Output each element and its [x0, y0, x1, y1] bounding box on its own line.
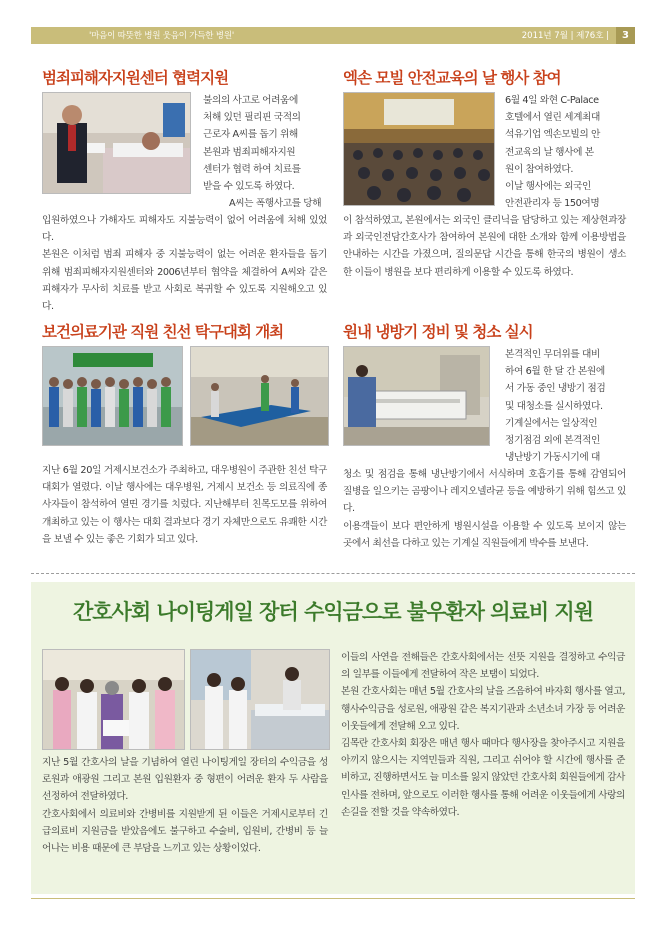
- article-1-body: [42, 212, 327, 315]
- article-1-wrap-line: 본원과 범죄피해자지원: [203, 146, 296, 158]
- photo-hospital-ward: [190, 649, 330, 750]
- photo-air-conditioner: [343, 346, 490, 446]
- article-1-wrap-line: 센터가 협력 하여 치료를: [203, 163, 301, 175]
- photo-hospital-visit: [42, 92, 191, 194]
- article-2-wrap-line: 6월 4일 와현 C-Palace: [505, 95, 599, 106]
- article-3-body: [42, 462, 327, 548]
- article-2-wrap-text: [505, 92, 625, 212]
- article-4-wrap-line: 서 가동 중인 냉방기 점검: [505, 383, 606, 395]
- feature-left-paragraph: 간호사회에서 의료비와 간병비를 지원받게 된 이들은 거제시로부터 긴급의료비 지원금을 받았음에도 불구하고 수술비, 입원비, 간병비 등 늘어나는 비용 때문에 큰 부담을 느끼고 있는 상황이었다.: [42, 808, 328, 855]
- feature-right-paragraph: 김목란 간호사회 회장은 매년 행사 때마다 행사장을 찾아주시고 지원을 아끼지 않으시는 지역민들과 직원, 그리고 쉬어야 할 시간에 행사를 준비하고, 진행하면서도 늘 미소를 잃지 않았던 간호사회 회원들에게 감사인사를 전하며, 앞으로도 이러한 행사를 통해 어려운 이웃들에게 사랑의 손길을 전할 것을 약속하였다.: [341, 738, 625, 818]
- article-1-wrap-line: 받을 수 있도록 하였다.: [203, 181, 295, 193]
- photo-group-banner: [42, 346, 183, 446]
- article-1-wrap-line: 불의의 사고로 어려움에: [203, 95, 298, 106]
- photo-table-tennis: [190, 346, 329, 446]
- article-1-wrap-line: 근로자 A씨를 돕기 위해: [203, 129, 298, 141]
- article-1-paragraph: 입원하였으나 가해자도 피해자도 지불능력이 없어 어려움에 처해 있었다.: [42, 215, 327, 244]
- photo-conference-hall-image: [344, 93, 494, 205]
- article-2-wrap-line: 원이 참여하였다.: [505, 163, 574, 175]
- article-4-body: [343, 466, 626, 552]
- article-4-paragraph: 청소 및 점검을 통해 냉난방기에서 서식하며 호흡기를 통해 감염되어 질병을 일으키는 곰팡이나 레지오넬라균 등을 예방하기 위해 힘쓰고 있다.: [343, 469, 626, 515]
- article-1-wrap-text: [203, 92, 327, 212]
- header-slogan: '마음이 따뜻한 병원 웃음이 가득한 병원': [89, 31, 234, 41]
- page-header-bar: [31, 27, 635, 44]
- photo-nurses-group: [42, 649, 185, 750]
- article-4-wrap-line: 정기점검 외에 본격적인: [505, 435, 600, 447]
- article-1-paragraph: 본원은 이처럼 범죄 피해자 중 지불능력이 없는 어려운 환자들을 돕기 위해 범죄피해자지원센터와 2006년부터 협약을 체결하여 A씨와 같은 피해자가 무사히 치료를 받고 사회로 복귀할 수 있도록 지원해오고 있다.: [42, 249, 327, 313]
- article-1-wrap-line: A씨는 폭행사고를 당해: [229, 198, 322, 210]
- photo-table-tennis-image: [191, 347, 328, 445]
- article-4-wrap-line: 기계실에서는 일상적인: [505, 417, 598, 429]
- article-1-wrap-line: 처해 있던 필리핀 국적의: [203, 112, 301, 124]
- article-2-wrap-line: 전교육의 날 행사에 본: [505, 146, 594, 158]
- article-4-wrap-line: 하여 6월 한 달 간 본원에: [505, 366, 605, 378]
- article-4-wrap-text: [505, 346, 625, 466]
- article-2-paragraph: 이 참석하였고, 본원에서는 외국인 클리닉을 담당하고 있는 제상현과장과 외국인전담간호사가 참여하여 본원에 대한 소개와 함께 이용방법을 안내하는 시간을 가졌으며, 질의문답 시간을 통해 한국의 병원이 생소한 이들이 병원을 보다 편리하게 이용할 수 있도록 하였다.: [343, 215, 626, 278]
- article-2-wrap-line: 안전관리자 등 150여명: [505, 198, 600, 210]
- feature-title: 간호사회 나이팅게일 장터 수익금으로 불우환자 의료비 지원: [72, 600, 593, 624]
- photo-air-conditioner-image: [344, 347, 489, 445]
- photo-conference-hall: [343, 92, 495, 206]
- feature-section: [31, 582, 635, 894]
- article-4-wrap-line: 및 대청소를 실시하였다.: [505, 400, 603, 412]
- feature-left-text: [42, 754, 328, 857]
- photo-group-banner-image: [43, 347, 182, 445]
- feature-left-paragraph: 지난 5월 간호사의 날을 기념하여 열린 나이팅게일 장터의 수익금을 성로원과 애광원 그리고 본원 입원환자 중 형편이 어려운 환자 두 사람을 선정하여 전달하였다.: [42, 757, 328, 803]
- article-2-wrap-line: 이날 행사에는 외국인: [505, 181, 591, 193]
- article-4-paragraph: 이용객들이 보다 편안하게 병원시설을 이용할 수 있도록 보이지 않는 곳에서 최선을 다하고 있는 기계실 직원들에게 박수를 보낸다.: [343, 520, 626, 549]
- article-title-victim-support: 범죄피해자지원센터 협력지원: [42, 69, 229, 87]
- article-3-paragraph: 지난 6월 20일 거제시보건소가 주최하고, 대우병원이 주관한 친선 탁구대회가 열렸다. 이날 행사에는 대우병원, 거제시 보건소 등 의료직에 종사자들이 참석하여 열띤 경기를 치렀다. 지난해부터 친목도모를 위하여 개최하고 있는 이 행사는 대회 결과보다 경기 자체만으로도 유쾌한 시간을 보낼 수 있는 좋은 기회가 되고 있다.: [42, 465, 327, 545]
- article-2-body: [343, 212, 626, 281]
- section-divider: [31, 573, 635, 574]
- article-2-wrap-line: 호텔에서 열린 세계최대: [505, 112, 600, 124]
- feature-right-text: [341, 649, 625, 821]
- article-4-wrap-line: 본격적인 무더위를 대비: [505, 349, 600, 360]
- bottom-rule: [31, 898, 635, 899]
- article-title-exxon-safety: 엑손 모빌 안전교육의 날 행사 참여: [343, 69, 561, 87]
- article-4-wrap-line: 냉난방기 가동시기에 대: [505, 452, 600, 464]
- article-2-wrap-line: 석유기업 엑손모빌의 안: [505, 129, 600, 141]
- feature-right-paragraph: 본원 간호사회는 매년 5월 간호사의 날을 즈음하여 바자회 행사를 열고, 행사수익금을 성로원, 애광원 같은 복지기관과 소년소녀 가장 등 어려운 이웃들에게 전달해 오고 있다.: [341, 686, 625, 732]
- feature-right-paragraph: 이들의 사연을 전해들은 간호사회에서는 선뜻 지원을 결정하고 수익금의 일부를 이들에게 전달하여 작은 보탬이 되었다.: [341, 652, 625, 681]
- article-title-table-tennis: 보건의료기관 직원 친선 탁구대회 개최: [42, 323, 284, 341]
- page-number: 3: [616, 27, 635, 44]
- article-title-aircon-cleaning: 원내 냉방기 정비 및 청소 실시: [343, 323, 533, 341]
- photo-hospital-ward-image: [191, 650, 329, 749]
- photo-nurses-group-image: [43, 650, 184, 749]
- photo-hospital-visit-image: [43, 93, 190, 193]
- header-issue: 2011년 7월 | 제76호 |: [521, 31, 609, 41]
